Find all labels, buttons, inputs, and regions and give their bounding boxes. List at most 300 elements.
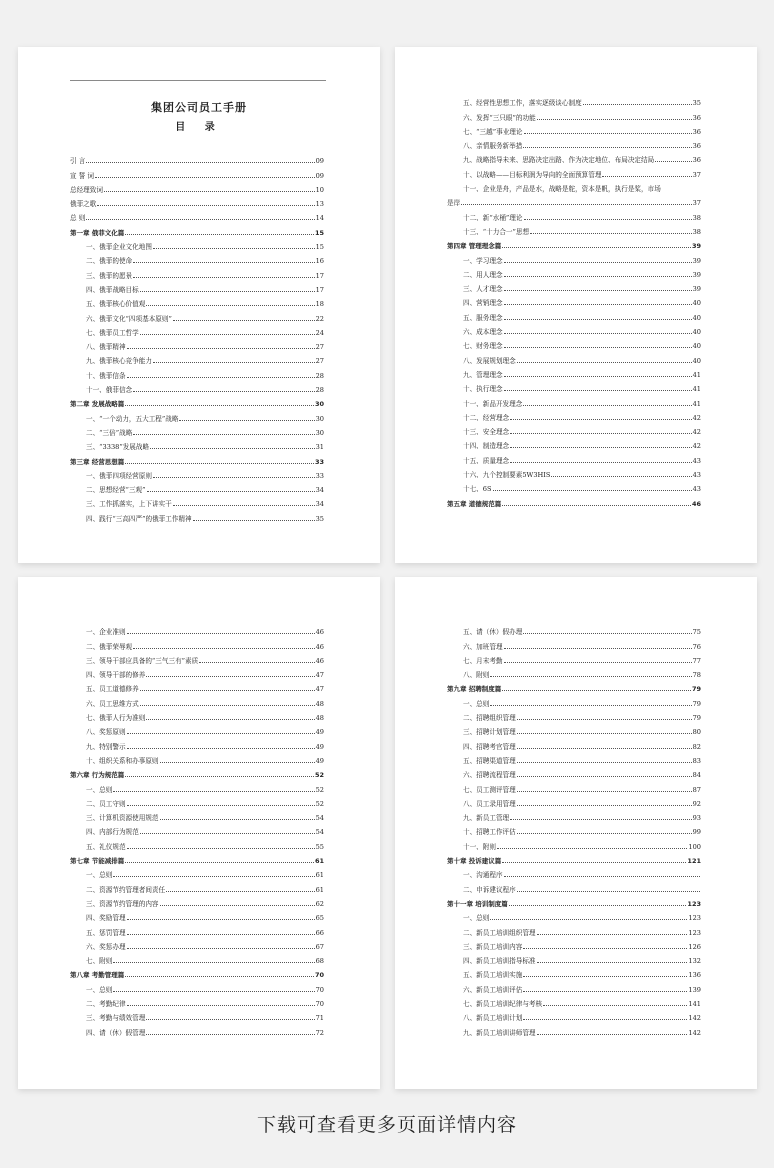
toc-entry-title: 七、“三越”事业理论: [463, 127, 523, 136]
toc-entry-title: 十五、质量理念: [463, 456, 510, 465]
toc-entry-title: 八、员工录用管理: [463, 799, 516, 808]
toc-page-number: 43: [692, 485, 701, 494]
toc-entry-row: [70, 194, 324, 208]
toc-entry-row: [70, 665, 324, 679]
toc-entry-title: 四、内部行为规范: [86, 828, 139, 837]
toc-page-number: 43: [692, 456, 701, 465]
toc-entry-title: 一、总则: [86, 871, 113, 880]
toc-entry-title: 三、俄菲的愿景: [86, 271, 133, 280]
toc-entry-title: 六、加班管理: [463, 642, 503, 651]
toc-dot-leader: [537, 1033, 688, 1035]
toc-entry-title: 九、新员工培训讲师管理: [463, 1028, 536, 1037]
toc-page-number: 39: [692, 270, 701, 279]
toc-entry-title: 八、附则: [463, 671, 490, 680]
toc-entry-row: [70, 751, 324, 765]
toc-entry-row: [447, 636, 701, 650]
toc-entry-title: 三、工作抓落实，上下讲实干: [86, 500, 172, 509]
toc-dot-leader: [504, 346, 692, 348]
toc-entry-title: 四、请（休）假管理: [86, 1028, 146, 1037]
toc-entry-row: [447, 350, 701, 364]
toc-entry-row: [447, 965, 701, 979]
toc-page-number: 70: [315, 985, 324, 994]
toc-page-number: 54: [315, 814, 324, 823]
toc-dot-leader: [160, 818, 315, 820]
toc-page-number: 49: [315, 728, 324, 737]
toc-page-number: 40: [692, 356, 701, 365]
toc-entry-row: [70, 636, 324, 650]
toc-heading: 目 录: [175, 122, 223, 133]
toc-entry-row: [70, 1022, 324, 1036]
toc-list: [70, 151, 324, 523]
toc-entry-title: 七、附则: [86, 957, 113, 966]
toc-entry-row: [70, 794, 324, 808]
toc-page-number: 30: [315, 428, 324, 437]
toc-dot-leader: [517, 718, 692, 720]
toc-dot-leader: [490, 704, 691, 706]
toc-dot-leader: [583, 103, 692, 105]
toc-entry-title: 八、亲情服务新举措: [463, 142, 523, 151]
toc-entry-title: 九、特别警示: [86, 742, 126, 751]
toc-page-number: 43: [692, 471, 701, 480]
toc-entry-row: [70, 865, 324, 879]
toc-entry-row: [447, 450, 701, 464]
toc-dot-leader: [523, 990, 687, 992]
toc-page-number: 09: [315, 171, 324, 180]
toc-page-number: 27: [315, 357, 324, 366]
toc-page-number: 48: [315, 699, 324, 708]
toc-chapter-row: [447, 236, 701, 250]
toc-page-number: 46: [691, 499, 701, 508]
toc-dot-leader: [127, 847, 315, 849]
toc-entry-title: 一、俄菲四项经营原则: [86, 471, 152, 480]
toc-entry-row: [70, 808, 324, 822]
toc-entry-title: 七、财务理念: [463, 342, 503, 351]
toc-dot-leader: [125, 775, 314, 777]
toc-entry-row: [70, 679, 324, 693]
toc-entry-title: 六、员工思维方式: [86, 699, 139, 708]
toc-entry-title: 二、“三倍”战略: [86, 428, 133, 437]
toc-dot-leader: [113, 875, 314, 877]
toc-page-number: 139: [688, 985, 701, 994]
toc-dot-leader: [502, 861, 686, 863]
toc-dot-leader: [133, 276, 314, 278]
toc-entry-row: [70, 908, 324, 922]
toc-page-number: 40: [692, 342, 701, 351]
toc-page-number: 28: [315, 371, 324, 380]
toc-dot-leader: [125, 233, 314, 235]
toc-dot-leader: [537, 118, 692, 120]
toc-dot-leader: [510, 432, 691, 434]
toc-entry-row: [70, 1008, 324, 1022]
toc-page-number: 46: [315, 642, 324, 651]
toc-entry-title: 二、新员工培训组织管理: [463, 928, 536, 937]
toc-entry-row: [447, 408, 701, 422]
toc-entry-row: [447, 651, 701, 665]
toc-dot-leader: [125, 861, 314, 863]
toc-page-number: 36: [692, 127, 701, 136]
toc-chapter-row: [447, 493, 701, 507]
toc-entry-title: 十、组织关系和办事原则: [86, 756, 159, 765]
toc-dot-leader: [127, 632, 315, 634]
toc-dot-leader: [517, 790, 692, 792]
toc-entry-row: [70, 208, 324, 222]
toc-page-number: 48: [315, 714, 324, 723]
toc-entry-row: [447, 622, 701, 636]
toc-page-number: 82: [692, 742, 701, 751]
toc-entry-title: 三、考勤与绩效管理: [86, 1014, 146, 1023]
toc-entry-title: 四、新员工培训指导标准: [463, 957, 536, 966]
toc-page-number: 15: [315, 243, 324, 252]
toc-entry-title: 十二、新“水桶”理论: [463, 213, 523, 222]
toc-entry-title: 十七、6S: [463, 485, 492, 494]
toc-entry-title: 一、学习理念: [463, 256, 503, 265]
toc-entry-title: 七、俄菲员工哲学: [86, 328, 139, 337]
toc-page-number: 38: [692, 227, 701, 236]
toc-entry-row: [447, 708, 701, 722]
toc-entry-row: [70, 265, 324, 279]
document-page-3: [18, 577, 380, 1089]
toc-entry-title: 一、总则: [86, 985, 113, 994]
toc-entry-row: [447, 979, 701, 993]
toc-entry-row: [70, 165, 324, 179]
toc-page-number: 67: [315, 942, 324, 951]
toc-entry-title: 第七章 节能减排篇: [70, 857, 125, 866]
toc-entry-title: 第三章 经营思想篇: [70, 457, 125, 466]
toc-dot-leader: [510, 446, 691, 448]
toc-page-number: 136: [688, 971, 701, 980]
toc-page-number: 92: [692, 799, 701, 808]
toc-entry-title: 五、俄菲核心价值观: [86, 300, 146, 309]
toc-dot-leader: [524, 132, 692, 134]
toc-entry-row: [70, 351, 324, 365]
toc-dot-leader: [133, 647, 314, 649]
toc-page-number: 41: [692, 399, 701, 408]
toc-page-number: 09: [315, 157, 324, 166]
toc-entry-title: 九、管理理念: [463, 370, 503, 379]
toc-dot-leader: [655, 160, 691, 162]
toc-chapter-row: [70, 394, 324, 408]
toc-entry-title: 第八章 考勤管理篇: [70, 971, 125, 980]
toc-dot-leader: [510, 418, 691, 420]
toc-page-number: 79: [692, 699, 701, 708]
toc-page-number: 36: [692, 156, 701, 165]
toc-dot-leader: [523, 404, 691, 406]
toc-entry-title: 十一、企业是舟，产品是水，战略是舵，资本是帆，执行是桨，市场: [463, 185, 661, 194]
toc-page-number: 47: [315, 671, 324, 680]
toc-entry-row: [447, 722, 701, 736]
document-page-4: [395, 577, 757, 1089]
toc-page-number: 123: [688, 914, 701, 923]
toc-entry-row: [447, 136, 701, 150]
toc-entry-row: [447, 465, 701, 479]
toc-entry-title: 十一、俄菲信念: [86, 386, 133, 395]
toc-dot-leader: [602, 175, 691, 177]
toc-entry-title: 三、人才理念: [463, 285, 503, 294]
toc-entry-title: 总经理致词: [70, 185, 103, 194]
toc-entry-title: 二、员工守则: [86, 799, 126, 808]
toc-dot-leader: [537, 961, 688, 963]
toc-page-number: 52: [314, 771, 324, 780]
toc-entry-title: 四、俄菲战略目标: [86, 285, 139, 294]
toc-chapter-row: [447, 679, 701, 693]
toc-dot-leader: [523, 632, 691, 634]
toc-dot-leader: [113, 961, 314, 963]
toc-page-number: 35: [692, 99, 701, 108]
toc-chapter-row: [447, 894, 701, 908]
toc-entry-title: 十二、经营理念: [463, 413, 510, 422]
toc-entry-title: 二、俄菲的使命: [86, 257, 133, 266]
toc-entry-title: 三、招聘计划管理: [463, 728, 516, 737]
toc-entry-row: [70, 423, 324, 437]
toc-page-number: 123: [687, 899, 701, 908]
toc-entry-row: [70, 508, 324, 522]
document-title: 集团公司员工手册: [151, 101, 247, 114]
toc-entry-title: 十三、“十力合一”思想: [463, 227, 530, 236]
toc-dot-leader: [86, 161, 314, 163]
toc-entry-row: [70, 879, 324, 893]
toc-entry-row: [447, 164, 701, 178]
toc-page-number: 30: [315, 414, 324, 423]
toc-entry-row: [70, 323, 324, 337]
toc-list: [447, 622, 701, 1037]
toc-dot-leader: [125, 975, 314, 977]
toc-entry-row: [70, 180, 324, 194]
toc-entry-title: 八、俄菲精神: [86, 343, 126, 352]
toc-dot-leader: [193, 519, 315, 521]
toc-entry-row: [70, 237, 324, 251]
toc-dot-leader: [147, 490, 315, 492]
toc-dot-leader: [140, 333, 315, 335]
toc-dot-leader: [153, 361, 315, 363]
toc-entry-row: [447, 779, 701, 793]
toc-entry-row: [70, 994, 324, 1008]
toc-entry-title: 九、新员工管理: [463, 814, 510, 823]
toc-dot-leader: [490, 675, 691, 677]
toc-dot-leader: [504, 332, 692, 334]
toc-entry-title: 八、新员工培训计划: [463, 1014, 523, 1023]
toc-dot-leader: [530, 232, 692, 234]
toc-page-number: 17: [315, 271, 324, 280]
toc-entry-row: [70, 951, 324, 965]
toc-dot-leader: [125, 462, 314, 464]
toc-page-number: 79: [692, 714, 701, 723]
toc-page-number: 30: [314, 400, 324, 409]
toc-entry-title: 七、新员工培训纪律与考核: [463, 1000, 543, 1009]
toc-entry-title: 六、发挥“三只眼”的功能: [463, 113, 536, 122]
toc-dot-leader: [502, 246, 691, 248]
toc-page-number: 28: [315, 386, 324, 395]
toc-entry-row: [70, 708, 324, 722]
toc-page-number: 34: [315, 500, 324, 509]
toc-page-number: 22: [315, 314, 324, 323]
toc-entry-title: 八、发展规划理念: [463, 356, 516, 365]
toc-entry-row: [447, 422, 701, 436]
toc-page-number: 15: [314, 228, 324, 237]
toc-page-number: 132: [688, 957, 701, 966]
toc-page-number: 72: [315, 1028, 324, 1037]
toc-entry-row: [70, 922, 324, 936]
toc-page-number: 76: [692, 642, 701, 651]
toc-entry-row: [447, 822, 701, 836]
toc-page-number: 36: [692, 113, 701, 122]
toc-entry-row: [447, 693, 701, 707]
toc-dot-leader: [504, 661, 692, 663]
toc-page-number: 84: [692, 771, 701, 780]
toc-entry-title: 一、总则: [463, 699, 490, 708]
toc-page-number: 10: [315, 185, 324, 194]
toc-page-number: 66: [315, 928, 324, 937]
toc-entry-row: [447, 207, 701, 221]
toc-page-number: 40: [692, 313, 701, 322]
toc-entry-title: 引 言: [70, 157, 86, 166]
toc-page-number: 42: [692, 413, 701, 422]
toc-dot-leader: [502, 504, 691, 506]
toc-entry-row: [447, 107, 701, 121]
toc-entry-title: 第五章 道德规范篇: [447, 499, 502, 508]
toc-entry-row: [447, 150, 701, 164]
toc-page-number: 126: [688, 942, 701, 951]
toc-dot-leader: [504, 261, 692, 263]
toc-dot-leader: [104, 190, 315, 192]
toc-entry-row: [70, 894, 324, 908]
toc-entry-row: [447, 665, 701, 679]
toc-entry-row: [447, 765, 701, 779]
toc-page-number: 70: [314, 971, 324, 980]
toc-entry-title: 十四、制造理念: [463, 442, 510, 451]
toc-page-number: 141: [688, 1000, 701, 1009]
toc-page-number: 42: [692, 428, 701, 437]
toc-dot-leader: [127, 1004, 315, 1006]
toc-entry-title: 二、申诉建议程序: [463, 885, 516, 894]
toc-entry-row: [70, 437, 324, 451]
toc-entry-row: [447, 794, 701, 808]
toc-entry-row: [70, 494, 324, 508]
toc-entry-title: 四、招聘考官管理: [463, 742, 516, 751]
toc-entry-title: 九、战略指导未来、思路决定出路、作为决定地位、布局决定结局: [463, 156, 655, 165]
toc-page-number: 79: [691, 685, 701, 694]
toc-dot-leader: [497, 847, 687, 849]
toc-page-number: 99: [692, 828, 701, 837]
toc-entry-row: [447, 122, 701, 136]
toc-page-number: 54: [315, 828, 324, 837]
header-rule: [70, 80, 326, 81]
toc-entry-title: 四、领导干部的修养: [86, 671, 146, 680]
toc-entry-title: 一、总则: [86, 785, 113, 794]
toc-page-number: 42: [692, 442, 701, 451]
toc-dot-leader: [97, 204, 314, 206]
toc-chapter-row: [70, 451, 324, 465]
toc-dot-leader: [140, 689, 315, 691]
toc-entry-row: [447, 1008, 701, 1022]
toc-dot-leader: [490, 918, 687, 920]
toc-entry-title: 五、新员工培训实施: [463, 971, 523, 980]
toc-page-number: 52: [315, 799, 324, 808]
toc-dot-leader: [493, 489, 692, 491]
toc-entry-title: 十、执行理念: [463, 385, 503, 394]
toc-page-number: 13: [315, 200, 324, 209]
toc-page-number: 65: [315, 914, 324, 923]
toc-chapter-row: [70, 222, 324, 236]
toc-entry-title: 五、礼仪规范: [86, 842, 126, 851]
toc-entry-row: [447, 908, 701, 922]
toc-dot-leader: [133, 390, 314, 392]
toc-entry-title: 第一章 俄菲文化篇: [70, 228, 125, 237]
toc-entry-title: 二、资源节约管理者间责任: [86, 885, 166, 894]
toc-entry-row: [70, 337, 324, 351]
toc-entry-title: 二、考勤纪律: [86, 1000, 126, 1009]
toc-page-number: 16: [315, 257, 324, 266]
toc-dot-leader: [504, 375, 692, 377]
toc-dot-leader: [504, 289, 692, 291]
toc-page-number: 46: [315, 628, 324, 637]
toc-entry-row: [70, 822, 324, 836]
toc-chapter-row: [447, 851, 701, 865]
toc-page-number: 39: [692, 285, 701, 294]
toc-entry-row: [70, 151, 324, 165]
toc-page-number: 38: [692, 213, 701, 222]
toc-entry-title: 十六、九个控制要素5W3HIS: [463, 471, 551, 480]
toc-entry-title: 五、员工道德修养: [86, 685, 139, 694]
toc-dot-leader: [127, 376, 315, 378]
toc-dot-leader: [133, 261, 314, 263]
toc-page-number: 61: [314, 857, 324, 866]
toc-entry-title: 一、企业准则: [86, 628, 126, 637]
toc-entry-row: [447, 1022, 701, 1036]
toc-entry-title: 二、俄菲荣辱观: [86, 642, 133, 651]
toc-page-number: 61: [315, 885, 324, 894]
toc-entry-title: 五、请（休）假办理: [463, 628, 523, 637]
toc-entry-title: 十、俄菲信条: [86, 371, 126, 380]
document-page-2: [395, 47, 757, 563]
toc-entry-title: 一、俄菲企业文化地图: [86, 243, 152, 252]
toc-entry-title: 四、营销理念: [463, 299, 503, 308]
toc-entry-title: 宣 誓 词: [70, 171, 94, 180]
toc-dot-leader: [517, 747, 692, 749]
toc-dot-leader: [543, 1004, 687, 1006]
toc-list: [447, 93, 701, 508]
toc-page-number: 62: [315, 899, 324, 908]
toc-dot-leader: [510, 461, 691, 463]
toc-page-number: 47: [315, 685, 324, 694]
toc-page-number: 39: [692, 256, 701, 265]
toc-dot-leader: [523, 146, 691, 148]
toc-entry-title: 三、“3338”发展战略: [86, 443, 150, 452]
toc-entry-row: [447, 93, 701, 107]
toc-dot-leader: [95, 176, 315, 178]
toc-entry-row: [70, 779, 324, 793]
toc-entry-row: [447, 336, 701, 350]
toc-entry-row: [447, 279, 701, 293]
toc-dot-leader: [504, 647, 692, 649]
toc-dot-leader: [127, 804, 315, 806]
toc-page-number: 142: [688, 1028, 701, 1037]
toc-entry-title: 九、俄菲核心竞争能力: [86, 357, 152, 366]
toc-page-number: 121: [687, 857, 701, 866]
toc-entry-title: 八、奖惩原则: [86, 728, 126, 737]
toc-entry-row: [70, 693, 324, 707]
toc-dot-leader: [140, 290, 315, 292]
toc-entry-row: [447, 265, 701, 279]
toc-dot-leader: [517, 361, 692, 363]
toc-entry-row: [447, 736, 701, 750]
toc-dot-leader: [517, 832, 692, 834]
toc-entry-title: 第二章 发展战略篇: [70, 400, 125, 409]
toc-dot-leader: [173, 319, 315, 321]
toc-chapter-row: [70, 851, 324, 865]
toc-dot-leader: [502, 689, 691, 691]
toc-entry-row: [447, 994, 701, 1008]
toc-page-number: 100: [688, 842, 701, 851]
